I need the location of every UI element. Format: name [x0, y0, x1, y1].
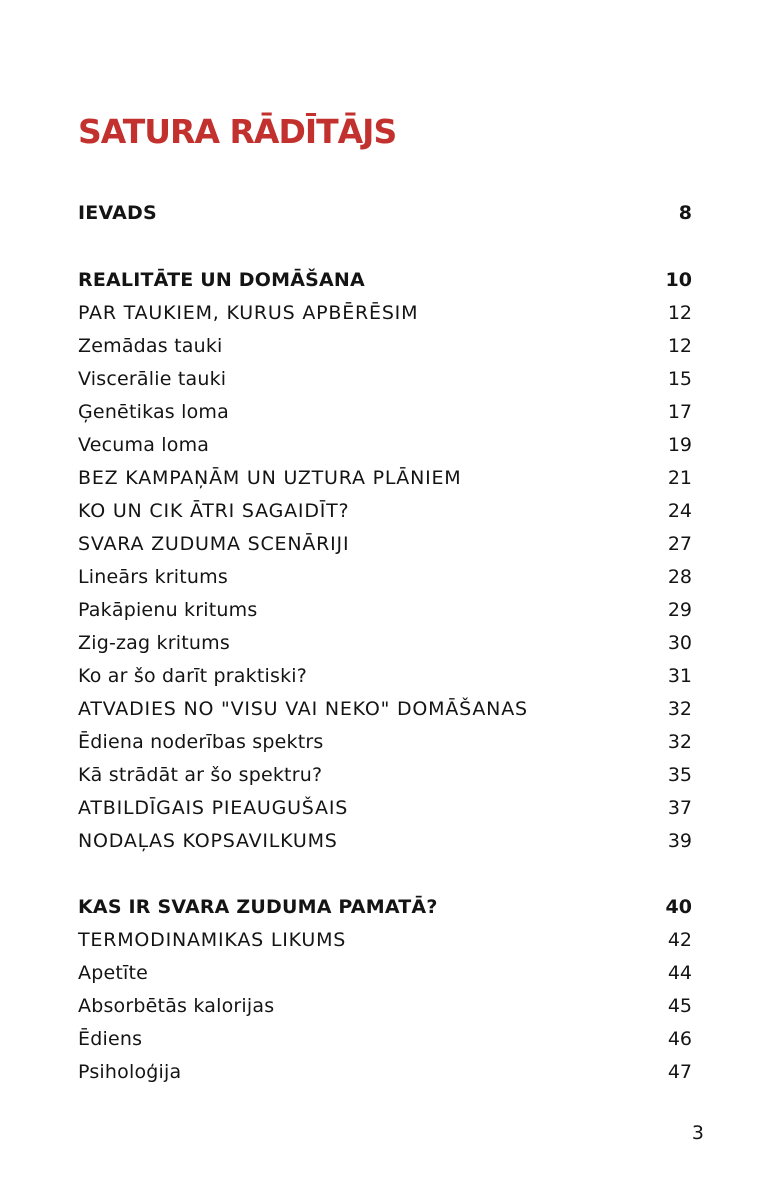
toc-entry-title: PAR TAUKIEM, KURUS APBĒRĒSIM [78, 302, 419, 324]
toc-entry-title: Apetīte [78, 962, 149, 984]
toc-entry-page-number: 19 [667, 434, 692, 456]
toc-entry-page-number: 12 [667, 335, 692, 357]
toc-entry-title: BEZ KAMPAŅĀM UN UZTURA PLĀNIEM [78, 467, 462, 489]
toc-entry-page-number: 30 [667, 632, 692, 654]
toc-entry-title: Pakāpienu kritums [78, 599, 258, 621]
toc-entry-section [78, 825, 692, 858]
toc-entry-title: Vecuma loma [78, 434, 210, 456]
toc-entry-page-number: 10 [665, 269, 692, 291]
toc-entry-page-number: 32 [667, 698, 692, 720]
toc-entry-chapter [78, 264, 692, 297]
toc-entry-title: REALITĀTE UN DOMĀŠANA [78, 269, 365, 291]
toc-entry-page-number: 45 [667, 995, 692, 1017]
toc-entry-chapter [78, 197, 692, 230]
toc-entry-page-number: 46 [667, 1028, 692, 1050]
page-title: SATURA RĀDĪTĀJS [78, 112, 397, 151]
toc-entry-page-number: 28 [667, 566, 692, 588]
toc-entry-page-number: 42 [667, 929, 692, 951]
toc-entry-subsection [78, 594, 692, 627]
toc-entry-title: Ģenētikas loma [78, 401, 229, 423]
toc-entry-subsection [78, 1023, 692, 1056]
toc-entry-subsection [78, 990, 692, 1023]
toc-entry-title: ATVADIES NO "VISU VAI NEKO" DOMĀŠANAS [78, 698, 528, 720]
toc-entry-subsection [78, 429, 692, 462]
toc-entry-page-number: 29 [667, 599, 692, 621]
toc-entry-section [78, 462, 692, 495]
toc-entry-page-number: 24 [667, 500, 692, 522]
toc-entry-section [78, 495, 692, 528]
toc-entry-title: Zemādas tauki [78, 335, 223, 357]
toc-entry-title: Ēdiens [78, 1028, 143, 1050]
toc-entry-page-number: 8 [678, 202, 692, 224]
toc-entry-title: KAS IR SVARA ZUDUMA PAMATĀ? [78, 896, 438, 918]
toc-group-reality-and-thinking [78, 264, 692, 858]
toc-entry-page-number: 37 [667, 797, 692, 819]
toc-entry-page-number: 40 [665, 896, 692, 918]
toc-entry-section [78, 792, 692, 825]
toc-entry-section [78, 297, 692, 330]
toc-entry-subsection [78, 627, 692, 660]
toc-entry-chapter [78, 891, 692, 924]
toc-entry-page-number: 35 [667, 764, 692, 786]
toc-entry-subsection [78, 330, 692, 363]
toc-entry-title: Lineārs kritums [78, 566, 228, 588]
toc-entry-title: Viscerālie tauki [78, 368, 227, 390]
toc-entry-title: SVARA ZUDUMA SCENĀRIJI [78, 533, 350, 555]
toc-entry-subsection [78, 396, 692, 429]
toc-entry-page-number: 12 [667, 302, 692, 324]
toc-entry-subsection [78, 759, 692, 792]
toc-entry-section [78, 528, 692, 561]
toc-entry-title: TERMODINAMIKAS LIKUMS [78, 929, 347, 951]
toc-entry-title: Psiholoģija [78, 1061, 182, 1083]
toc-entry-page-number: 27 [667, 533, 692, 555]
toc-entry-page-number: 31 [667, 665, 692, 687]
toc-entry-page-number: 47 [667, 1061, 692, 1083]
toc-group-introduction [78, 197, 692, 230]
toc-entry-subsection [78, 363, 692, 396]
toc-entry-title: ATBILDĪGAIS PIEAUGUŠAIS [78, 797, 349, 819]
toc-entry-subsection [78, 726, 692, 759]
toc-entry-page-number: 39 [667, 830, 692, 852]
toc-entry-subsection [78, 957, 692, 990]
toc-entry-title: Kā strādāt ar šo spektru? [78, 764, 323, 786]
toc-entry-section [78, 693, 692, 726]
toc-entry-section [78, 924, 692, 957]
toc-entry-subsection [78, 1056, 692, 1089]
toc-entry-title: KO UN CIK ĀTRI SAGAIDĪT? [78, 500, 350, 522]
page-number: 3 [691, 1122, 704, 1144]
toc-entry-page-number: 15 [667, 368, 692, 390]
toc-entry-title: Ko ar šo darīt praktiski? [78, 665, 308, 687]
toc-entry-page-number: 44 [667, 962, 692, 984]
toc-entry-subsection [78, 561, 692, 594]
toc-entry-title: Absorbētās kalorijas [78, 995, 275, 1017]
toc-group-weight-loss-basis [78, 891, 692, 1089]
toc-entry-subsection [78, 660, 692, 693]
toc-entry-page-number: 21 [667, 467, 692, 489]
toc-entry-title: NODAĻAS KOPSAVILKUMS [78, 830, 338, 852]
toc-entry-title: Zig-zag kritums [78, 632, 230, 654]
toc-entry-title: Ēdiena noderības spektrs [78, 731, 324, 753]
toc-entry-title: IEVADS [78, 202, 157, 224]
toc-entry-page-number: 32 [667, 731, 692, 753]
toc-entry-page-number: 17 [667, 401, 692, 423]
